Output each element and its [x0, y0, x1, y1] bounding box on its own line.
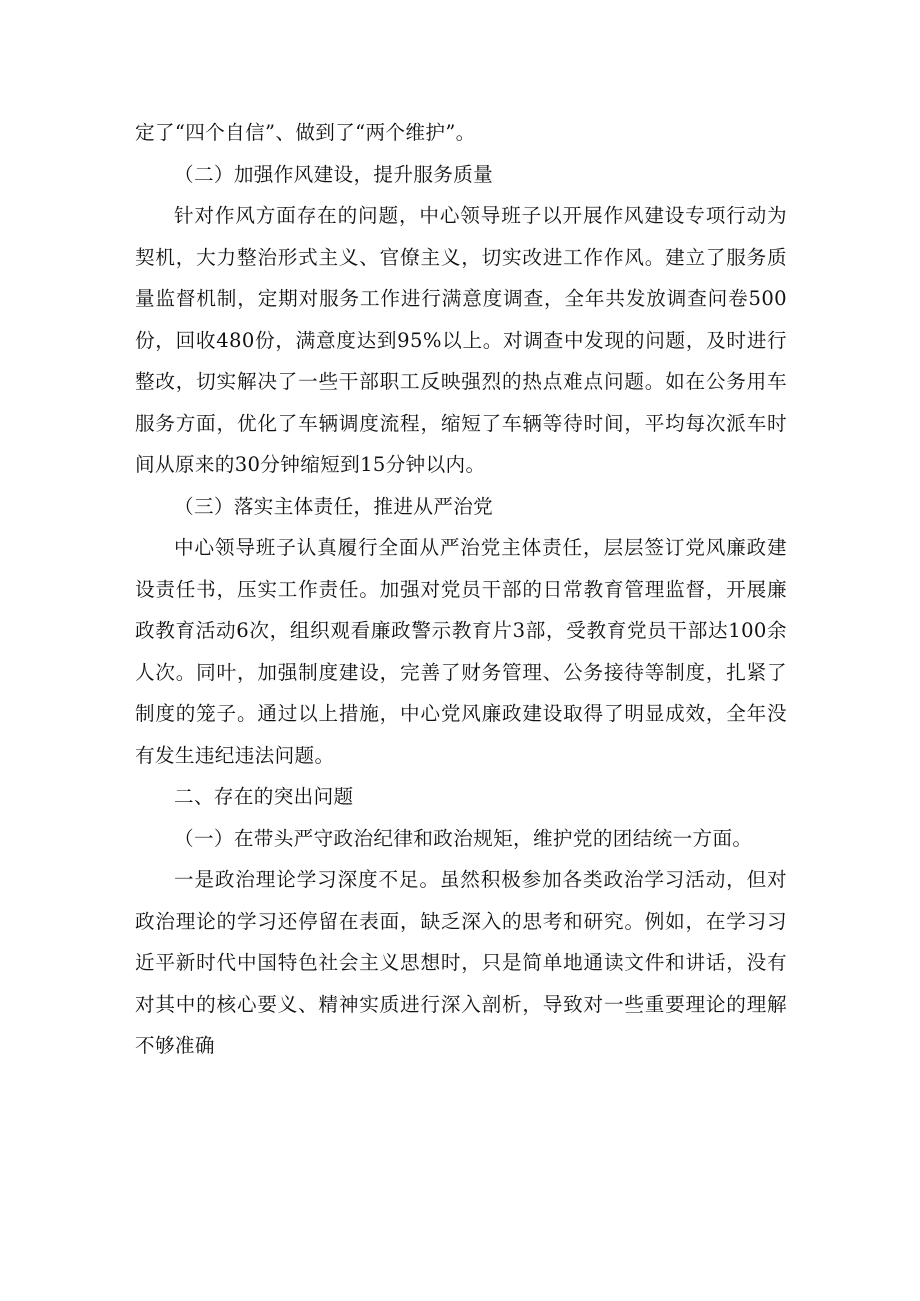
subheading-style-building: （二）加强作风建设，提升服务质量	[174, 162, 494, 186]
paragraph-continuation: 定了“四个自信”、做到了“两个维护”。	[135, 121, 476, 144]
paragraph-theory-study: 一是政治理论学习深度不足。虽然积极参加各类政治学习活动，但对政治理论的学习还停留在表面，缺乏深入的思考和研究。例如，在学习习近平新时代中国特色社会主义思想时，只是简单地通读文件和讲话，没有对其中的核心要义、精神实质进行深入剖析，导致对一些重要理论的理解不够准确	[135, 868, 787, 1057]
subheading-main-responsibility: （三）落实主体责任，推进从严治党	[174, 494, 494, 518]
paragraph-style-building: 针对作风方面存在的问题，中心领导班子以开展作风建设专项行动为契机，大力整治形式主义、官僚主义，切实改进工作作风。建立了服务质量监督机制，定期对服务工作进行满意度调查，全年共发放调查问卷500份，回收480份，满意度达到95%以上。对调查中发现的问题，及时进行整改，切实解决了一些干部职工反映强烈的热点难点问题。如在公务用车服务方面，优化了车辆调度流程，缩短了车辆等待时间，平均每次派车时间从原来的30分钟缩短到15分钟以内。	[135, 204, 787, 476]
paragraph-main-responsibility: 中心领导班子认真履行全面从严治党主体责任，层层签订党风廉政建设责任书，压实工作责任。加强对党员干部的日常教育管理监督，开展廉政教育活动6次，组织观看廉政警示教育片3部，受教育党员干部达100余人次。同叶，加强制度建设，完善了财务管理、公务接待等制度，扎紧了制度的笼子。通过以上措施，中心党风廉政建设取得了明显成效，全年没有发生违纪违法问题。	[135, 536, 787, 767]
document-body	[135, 112, 787, 1067]
section-heading-problems: 二、存在的突出问题	[174, 785, 354, 808]
subheading-political-discipline: （一）在带头严守政治纪律和政治规矩，维护党的团结统一方面。	[174, 826, 753, 850]
